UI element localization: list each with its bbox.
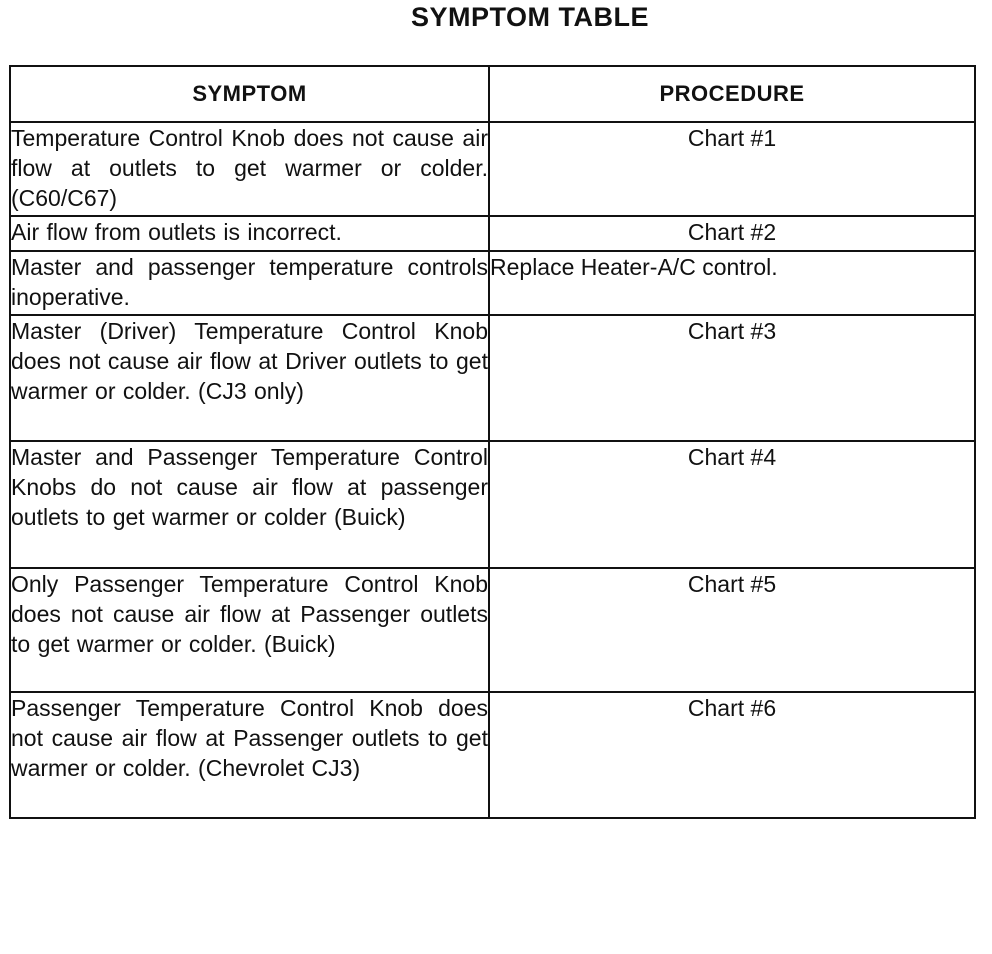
- table-row: [10, 315, 975, 441]
- procedure-cell: [489, 122, 975, 216]
- procedure-cell: [489, 251, 975, 315]
- symptom-text: Master and Passenger Temperature Control Knobs do not cause air flow at passenger outlets to get warmer or colder (Buick): [11, 444, 488, 530]
- procedure-text: Chart #1: [687, 125, 777, 151]
- procedure-column-header: PROCEDURE: [489, 66, 975, 122]
- symptom-cell: [10, 568, 489, 692]
- procedure-text: Replace Heater-A/C control.: [490, 254, 778, 280]
- symptom-text: Master (Driver) Temperature Control Knob does not cause air flow at Driver outlets to get warmer or colder. (CJ3 only): [11, 318, 488, 404]
- table-row: [10, 568, 975, 692]
- table-row: [10, 692, 975, 818]
- page-title: SYMPTOM TABLE: [410, 2, 649, 32]
- procedure-cell: [489, 568, 975, 692]
- symptom-column-header: SYMPTOM: [10, 66, 489, 122]
- procedure-text: Chart #4: [687, 444, 777, 470]
- procedure-cell: [489, 441, 975, 568]
- symptom-table: [9, 65, 976, 819]
- symptom-cell: [10, 251, 489, 315]
- symptom-cell: [10, 315, 489, 441]
- table-row: [10, 216, 975, 251]
- symptom-text: Temperature Control Knob does not cause air flow at outlets to get warmer or colder. (C60/C67): [11, 125, 488, 211]
- procedure-text: Chart #2: [687, 219, 777, 245]
- header-row: [10, 66, 975, 122]
- symptom-text: Only Passenger Temperature Control Knob does not cause air flow at Passenger outlets to get warmer or colder. (Buick): [11, 571, 488, 657]
- table-row: [10, 122, 975, 216]
- symptom-cell: [10, 692, 489, 818]
- symptom-cell: [10, 122, 489, 216]
- table-row: [10, 441, 975, 568]
- procedure-cell: [489, 692, 975, 818]
- symptom-cell: [10, 216, 489, 251]
- procedure-cell: [489, 315, 975, 441]
- symptom-text: Master and passenger temperature controls inoperative.: [11, 254, 488, 310]
- procedure-text: Chart #3: [687, 318, 777, 344]
- symptom-text: Passenger Temperature Control Knob does not cause air flow at Passenger outlets to get warmer or colder. (Chevrolet CJ3): [11, 695, 488, 781]
- procedure-cell: [489, 216, 975, 251]
- table-row: [10, 251, 975, 315]
- procedure-text: Chart #5: [687, 571, 777, 597]
- symptom-text: Air flow from outlets is incorrect.: [11, 219, 342, 245]
- procedure-text: Chart #6: [687, 695, 777, 721]
- symptom-cell: [10, 441, 489, 568]
